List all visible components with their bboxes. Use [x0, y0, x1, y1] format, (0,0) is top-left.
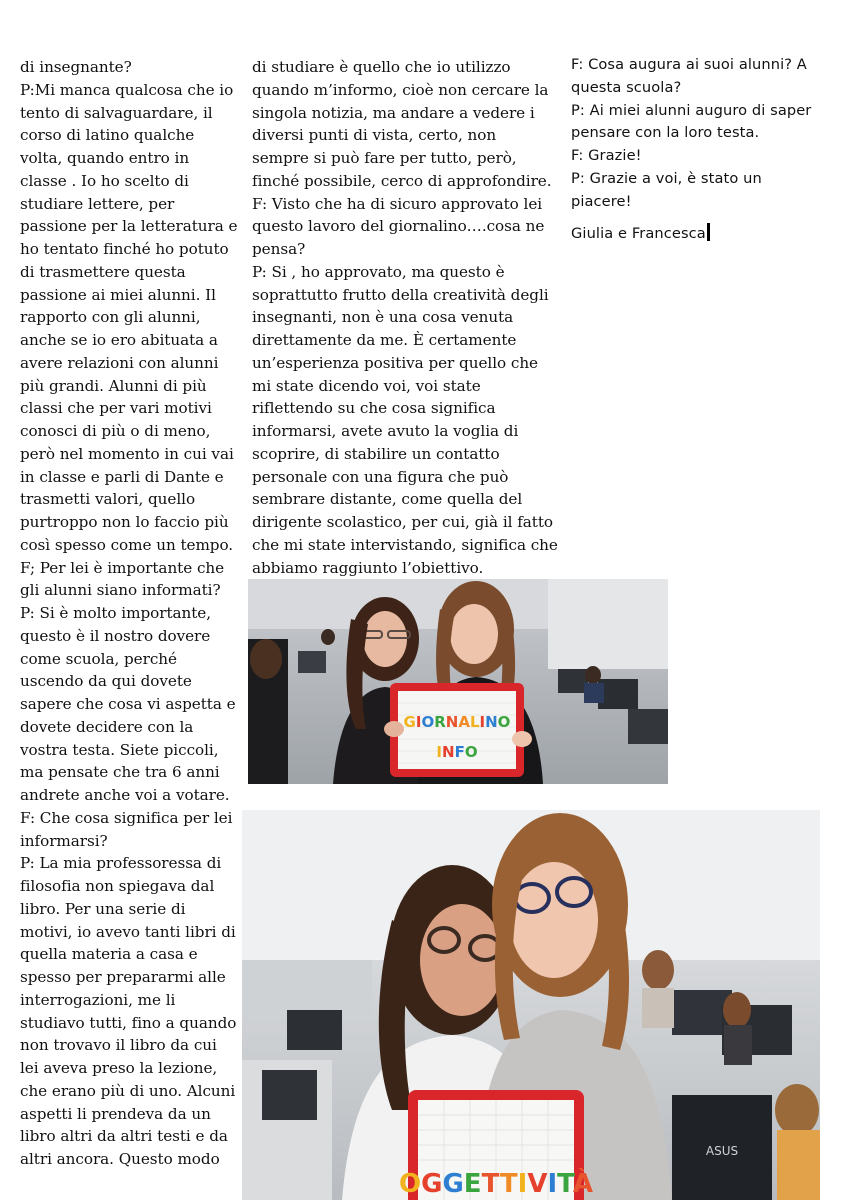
column-2-line: scoprire, di stabilire un contatto [252, 444, 500, 463]
photo-1-illustration [248, 579, 668, 784]
column-1-line: F; Per lei è importante che [20, 558, 225, 577]
column-1-line: andrete anche voi a votare. [20, 786, 230, 804]
column-1-line: tento di salvaguardare, il [20, 103, 213, 122]
column-1-line: avere relazioni con alunni [20, 353, 219, 372]
column-3-lines [571, 54, 833, 213]
column-2-line: abbiamo raggiunto l’obiettivo. [252, 558, 484, 577]
column-3-line: P: Ai miei alunni auguro di saper [571, 101, 812, 119]
column-1-line: purtroppo non lo faccio più [20, 513, 229, 531]
sign-text-oggettivita: OGGETTIVITÀ [399, 1169, 593, 1199]
column-1-line: conosci di più o di meno, [20, 422, 211, 440]
column-1-line: di insegnante? [20, 58, 132, 76]
column-1-line: volta, quando entro in [20, 149, 190, 167]
column-2-line: direttamente da me. È certamente [252, 331, 517, 349]
column-1-line: passione ai miei alunni. Il [20, 285, 216, 304]
column-1-line: questo è il nostro dovere [20, 626, 211, 645]
monitor-brand-text: ASUS [705, 1144, 739, 1158]
column-1-line: dovete decidere con la [20, 717, 194, 736]
column-2-line: P: Si , ho approvato, ma questo è [252, 262, 505, 281]
column-1-line: filosofia non spiegava dal [20, 877, 215, 895]
photo-girls-holding-oggettivita-sign [242, 810, 820, 1200]
column-2-line: finché possibile, cerco di approfondire. [252, 171, 552, 190]
column-1-line: trasmetti valori, quello [20, 490, 196, 509]
column-3-line: questa scuola? [571, 78, 682, 96]
column-3-line: pensare con la loro testa. [571, 124, 760, 142]
column-3-line: F: Cosa augura ai suoi alunni? A [571, 56, 807, 73]
column-2-line: riflettendo su che cosa significa [252, 399, 496, 418]
column-1-line: in classe e parli di Dante e [20, 467, 224, 486]
column-1-line: studiare lettere, per [20, 194, 175, 213]
column-2-line: sembrare distante, come quella del [252, 490, 523, 509]
column-2-line: questo lavoro del giornalino….cosa ne [252, 217, 545, 236]
column-1-line: ma pensate che tra 6 anni [20, 763, 220, 782]
column-2-line: un’esperienza positiva per quello che [252, 353, 538, 372]
text-cursor [707, 223, 710, 241]
column-1-line: informarsi? [20, 831, 108, 850]
column-2-line: dirigente scolastico, per cui, già il fatto [252, 513, 553, 531]
column-1-line: spesso per prepararmi alle [20, 968, 226, 986]
column-1-line: motivi, io avevo tanti libri di [20, 922, 236, 941]
column-1-line: così spesso come un tempo. [20, 535, 234, 554]
column-1-line: lei aveva preso la lezione, [20, 1059, 218, 1077]
column-1-line: P: Si è molto importante, [20, 604, 211, 622]
column-1-line: F: Che cosa significa per lei [20, 808, 233, 827]
column-1-line: però nel momento in cui vai [20, 444, 234, 463]
signature [571, 223, 833, 246]
sign-text-info: INFO [436, 743, 478, 761]
column-1-line: come scuola, perché [20, 649, 177, 668]
column-1-line: studiavo tutti, fino a quando [20, 1013, 237, 1032]
column-1-line: libro. Per una serie di [20, 899, 186, 918]
column-2-line: pensa? [252, 240, 306, 258]
column-1-line: gli alunni siano informati? [20, 581, 221, 600]
column-2-line: che mi state intervistando, significa che [252, 535, 558, 554]
column-2-line: personale con una figura che può [252, 467, 509, 486]
column-2-line: mi state dicendo voi, voi state [252, 376, 481, 395]
column-1-line: quella materia a casa e [20, 945, 198, 964]
column-1-line: rapporto con gli alunni, [20, 308, 201, 327]
column-2-line: insegnanti, non è una cosa venuta [252, 308, 514, 327]
column-1-line: P: La mia professoressa di [20, 854, 222, 873]
column-1-line: classi che per vari motivi [20, 399, 212, 418]
column-1-line: libro altri da altri testi e da [20, 1127, 228, 1146]
column-1-line: vostra testa. Siete piccoli, [20, 740, 219, 759]
column-2-line: F: Visto che ha di sicuro approvato lei [252, 194, 543, 213]
article-column-1 [20, 56, 246, 1171]
column-3-line: piacere! [571, 192, 632, 210]
column-3-line: P: Grazie a voi, è stato un [571, 169, 762, 187]
column-2-line: informarsi, avete avuto la voglia di [252, 422, 519, 440]
column-2-line: di studiare è quello che io utilizzo [252, 58, 511, 76]
article-column-3 [571, 54, 833, 246]
column-1-line: che erano più di uno. Alcuni [20, 1081, 236, 1100]
signature-text: Giulia e Francesca [571, 225, 706, 243]
column-2-line: diversi punti di vista, certo, non [252, 126, 497, 145]
sign-text-giornalino: GIORNALINO [403, 713, 511, 731]
column-1-line: uscendo da qui dovete [20, 672, 192, 691]
column-1-line: di trasmettere questa [20, 262, 186, 281]
column-2-line: soprattutto frutto della creatività degli [252, 285, 549, 304]
column-1-line: passione per la letteratura e [20, 217, 238, 236]
column-2-line: sempre si può fare per tutto, però, [252, 149, 517, 167]
column-1-line: P:Mi manca qualcosa che io [20, 80, 234, 99]
column-2-line: singola notizia, ma andare a vedere i [252, 103, 535, 122]
column-1-line: non trovavo il libro da cui [20, 1036, 217, 1055]
column-1-line: classe . Io ho scelto di [20, 171, 189, 190]
column-3-line: F: Grazie! [571, 147, 642, 164]
column-2-line: quando m’informo, cioè non cercare la [252, 80, 549, 99]
column-1-line: corso di latino qualche [20, 126, 195, 145]
photo-2-illustration [242, 810, 820, 1200]
column-1-line: interrogazioni, me li [20, 990, 176, 1009]
column-1-line: anche se io ero abituata a [20, 331, 218, 349]
column-1-line: altri ancora. Questo modo [20, 1150, 220, 1168]
article-column-2 [252, 56, 568, 579]
column-1-line: ho tentato finché ho potuto [20, 240, 229, 258]
column-1-line: aspetti li prendeva da un [20, 1104, 211, 1123]
column-1-line: più grandi. Alunni di più [20, 376, 207, 395]
column-1-line: sapere che cosa vi aspetta e [20, 695, 236, 713]
photo-girls-holding-giornalino-sign [248, 579, 668, 784]
